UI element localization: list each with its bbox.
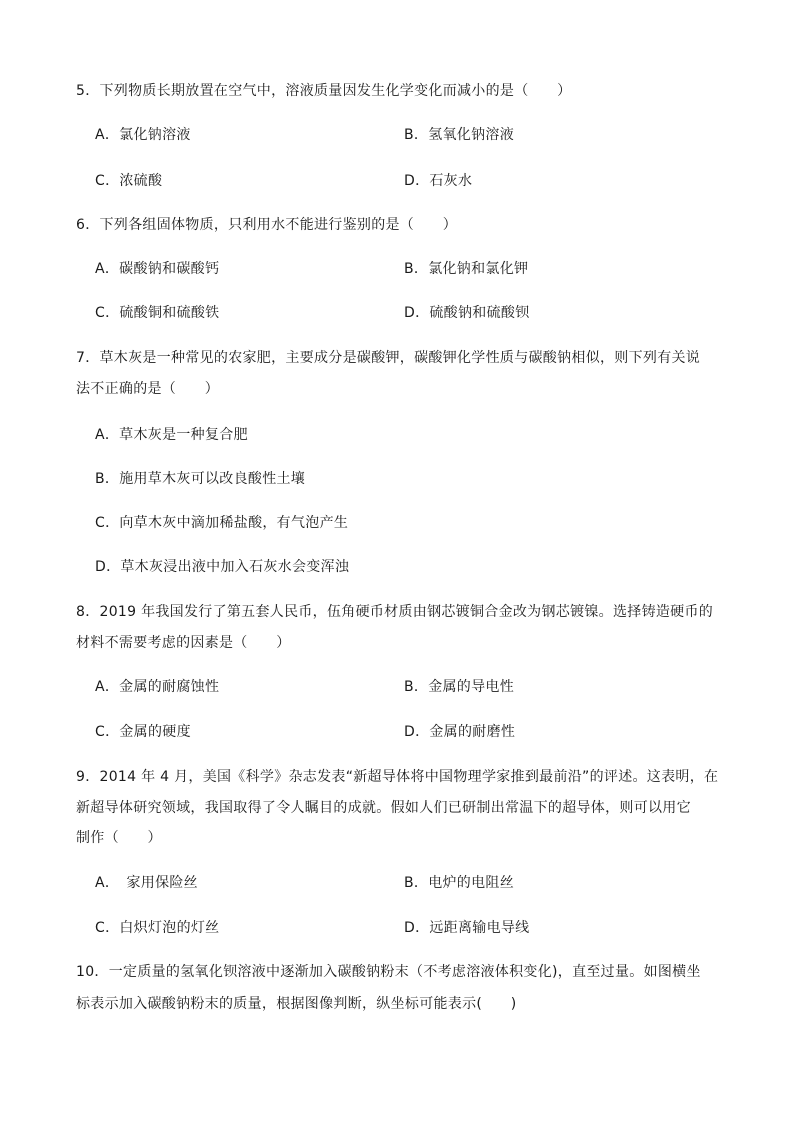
question-5-option-a: A．氯化钠溶液 <box>95 127 191 143</box>
question-5-option-c: C．浓硫酸 <box>95 173 163 189</box>
question-7-option-b: B．施用草木灰可以改良酸性土壤 <box>95 471 306 487</box>
question-10-stem-line-2: 标表示加入碳酸钠粉末的质量，根据图像判断，纵坐标可能表示( ) <box>76 996 517 1012</box>
question-7-stem-line-2: 法不正确的是（ ） <box>76 381 219 397</box>
question-9-option-d: D．远距离输电导线 <box>404 920 530 936</box>
question-6-option-c: C．硫酸铜和硫酸铁 <box>95 305 220 321</box>
question-7-option-a: A．草木灰是一种复合肥 <box>95 427 248 443</box>
question-8-stem-line-1: 8．2019 年我国发行了第五套人民币，伍角硬币材质由钢芯镀铜合金改为钢芯镀镍。选择铸造硬币的 <box>76 604 714 620</box>
question-9-stem-line-3: 制作（ ） <box>76 830 162 846</box>
question-8-option-d: D．金属的耐磨性 <box>404 724 516 740</box>
question-7-option-c: C．向草木灰中滴加稀盐酸，有气泡产生 <box>95 515 349 531</box>
question-6-option-d: D．硫酸钠和硫酸钡 <box>404 305 530 321</box>
question-5-option-d: D．石灰水 <box>404 173 473 189</box>
question-9-stem-line-1: 9．2014 年 4 月，美国《科学》杂志发表“新超导体将中国物理学家推到最前沿”的评述。这表明，在 <box>76 769 719 785</box>
question-7-option-d: D．草木灰浸出液中加入石灰水会变浑浊 <box>95 559 350 575</box>
question-9-stem-line-2: 新超导体研究领域，我国取得了令人瞩目的成就。假如人们已研制出常温下的超导体，则可以用它 <box>76 800 691 816</box>
question-5-stem-line-1: 5．下列物质长期放置在空气中，溶液质量因发生化学变化而减小的是（ ） <box>76 83 572 99</box>
question-6-option-b: B．氯化钠和氯化钾 <box>404 261 529 277</box>
question-8-option-b: B．金属的导电性 <box>404 679 515 695</box>
question-5-option-b: B．氢氧化钠溶液 <box>404 127 515 143</box>
question-9-option-b: B．电炉的电阻丝 <box>404 875 515 891</box>
question-6-option-a: A．碳酸钠和碳酸钙 <box>95 261 220 277</box>
question-8-option-c: C．金属的硬度 <box>95 724 191 740</box>
question-7-stem-line-1: 7．草木灰是一种常见的农家肥，主要成分是碳酸钾，碳酸钾化学性质与碳酸钠相似，则下列有关说 <box>76 350 701 366</box>
question-10-stem-line-1: 10．一定质量的氢氧化钡溶液中逐渐加入碳酸钠粉末（不考虑溶液体积变化)，直至过量。如图横坐 <box>76 964 701 980</box>
question-8-stem-line-2: 材料不需要考虑的因素是（ ） <box>76 635 291 651</box>
question-9-option-c: C．白炽灯泡的灯丝 <box>95 920 220 936</box>
question-8-option-a: A．金属的耐腐蚀性 <box>95 679 220 695</box>
question-6-stem-line-1: 6．下列各组固体物质，只利用水不能进行鉴别的是（ ） <box>76 217 458 233</box>
question-9-option-a: A． 家用保险丝 <box>95 875 198 891</box>
